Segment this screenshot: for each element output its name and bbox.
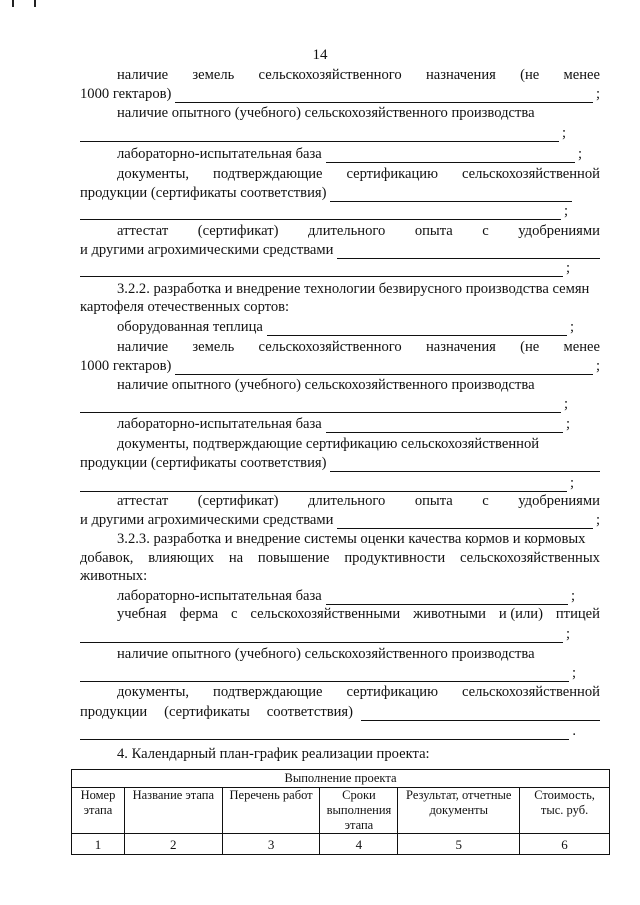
word: удобрениями (518, 223, 600, 239)
schedule-table (71, 769, 610, 855)
word: (сертификат) (197, 493, 279, 509)
input-farm[interactable] (80, 628, 563, 643)
col-number-5: 5 (398, 834, 520, 855)
word: (сертификаты (164, 704, 250, 720)
input-certificates[interactable] (330, 187, 572, 202)
header-results: Результат, отчетные документы (398, 788, 520, 834)
heading-3-2-2-cont: картофеля отечественных сортов: (80, 299, 290, 315)
input-lab-base-2[interactable] (326, 418, 563, 433)
section-4-title: 4. Календарный план-график реализации проекта: (117, 746, 430, 762)
word: учебная (117, 606, 167, 622)
line-lab-base-3: лабораторно-испытательная база ; (117, 588, 575, 604)
word: с (482, 223, 489, 239)
line-land-2: 1000 гектаров) ; (80, 86, 600, 102)
word: наличие (117, 67, 169, 83)
line-attestat-1 (117, 222, 600, 240)
word: на (228, 550, 244, 566)
input-experimental-production-3[interactable] (80, 667, 569, 682)
justified-text (117, 492, 600, 510)
justified-text (117, 605, 600, 623)
word: с (231, 606, 238, 622)
line-attestat-3 (117, 492, 600, 510)
input-lab-base[interactable] (326, 148, 575, 163)
word: и (или) (498, 606, 543, 622)
header-stage-name: Название этапа (124, 788, 222, 834)
line-documents-6 (80, 703, 600, 721)
word: повышение (257, 550, 330, 566)
header-cost: Стоимость, тыс. руб. (520, 788, 610, 834)
top-edge-mark (12, 0, 36, 7)
word: животными (413, 606, 486, 622)
line-experimental-production-fill: ; (80, 124, 566, 142)
input-experimental-production-2[interactable] (80, 398, 561, 413)
table-group-header: Выполнение проекта (72, 770, 610, 788)
word: аттестат (117, 493, 169, 509)
word: менее (563, 339, 600, 355)
word: менее (563, 67, 600, 83)
word: влияющих (148, 550, 215, 566)
word: земель (192, 339, 235, 355)
line-lab-base: лабораторно-испытательная база ; (117, 146, 582, 162)
word: (не (520, 339, 540, 355)
input-attestat-cont[interactable] (80, 262, 563, 277)
line-experimental-production-3: наличие опытного (учебного) сельскохозяйственного производства (117, 646, 535, 662)
word: назначения (425, 67, 496, 83)
line-certificates-2-fill: ; (80, 474, 574, 492)
word: сельскохозяйственной (461, 166, 600, 182)
heading-3-2-2: 3.2.2. разработка и внедрение технологии безвирусного производства семян (117, 281, 590, 297)
input-greenhouse[interactable] (267, 321, 567, 336)
word: сельскохозяйственными (250, 606, 401, 622)
word: опыта (414, 223, 453, 239)
line-greenhouse: оборудованная теплица ; (117, 319, 574, 335)
word: птицей (555, 606, 600, 622)
col-number-3: 3 (222, 834, 320, 855)
line-experimental-production-2-fill: ; (80, 395, 568, 413)
justified-text (117, 683, 600, 701)
word: продуктивности (344, 550, 446, 566)
justified-text (80, 703, 353, 721)
line-documents-3: документы, подтверждающие сертификацию сельскохозяйственной (117, 436, 540, 452)
line-certificates-3-fill: . (80, 722, 576, 740)
word: подтверждающие (213, 166, 323, 182)
input-certificates-3-cont[interactable] (80, 725, 569, 740)
word: опыта (414, 493, 453, 509)
heading-3-2-3-cont (80, 549, 600, 567)
header-work-list: Перечень работ (222, 788, 320, 834)
input-land-area-2[interactable] (175, 360, 593, 375)
line-documents-5 (117, 683, 600, 701)
word: длительного (307, 223, 386, 239)
line-farm (117, 605, 600, 623)
word: сельскохозяйственного (258, 339, 402, 355)
header-stage-number: Номер этапа (72, 788, 125, 834)
table-group-header-row (72, 770, 610, 788)
word: сельскохозяйственных (459, 550, 600, 566)
word: подтверждающие (213, 684, 323, 700)
word: назначения (425, 339, 496, 355)
heading-3-2-3-cont-2: животных: (80, 568, 148, 584)
input-certificates-2[interactable] (330, 457, 600, 472)
line-documents-1 (117, 165, 600, 183)
col-number-6: 6 (520, 834, 610, 855)
justified-text (117, 222, 600, 240)
col-number-2: 2 (124, 834, 222, 855)
input-attestat-2[interactable] (337, 514, 593, 529)
word: удобрениями (518, 493, 600, 509)
col-number-1: 1 (72, 834, 125, 855)
word: аттестат (117, 223, 169, 239)
line-land-3 (117, 338, 600, 356)
line-attestat-4: и другими агрохимическими средствами ; (80, 512, 600, 528)
line-land-4: 1000 гектаров) ; (80, 358, 600, 374)
table-number-row (72, 834, 610, 855)
word: продукции (80, 704, 148, 720)
word: документы, (117, 166, 190, 182)
line-certificates-fill: ; (80, 202, 568, 220)
word: сельскохозяйственного (258, 67, 402, 83)
header-stage-deadline: Сроки выполнения этапа (320, 788, 398, 834)
justified-text (80, 549, 600, 567)
word: сертификацию (346, 166, 438, 182)
heading-3-2-3: 3.2.3. разработка и внедрение системы оценки качества кормов и кормовых (117, 531, 586, 547)
col-number-4: 4 (320, 834, 398, 855)
input-certificates-cont[interactable] (80, 205, 561, 220)
word: с (482, 493, 489, 509)
word: добавок, (80, 550, 134, 566)
input-land-area[interactable] (175, 88, 593, 103)
word: наличие (117, 339, 169, 355)
line-attestat-fill: ; (80, 259, 570, 277)
input-experimental-production[interactable] (80, 127, 559, 142)
input-attestat[interactable] (337, 244, 600, 259)
line-documents-2: продукции (сертификаты соответствия) (80, 184, 572, 202)
word: (не (520, 67, 540, 83)
input-lab-base-3[interactable] (326, 590, 568, 605)
line-experimental-production-3-fill: ; (80, 664, 576, 682)
word: сельскохозяйственной (461, 684, 600, 700)
word: соответствия) (266, 704, 353, 720)
page-number: 14 (312, 47, 328, 63)
justified-text (117, 165, 600, 183)
word: длительного (307, 493, 386, 509)
line-experimental-production: наличие опытного (учебного) сельскохозяйственного производства (117, 105, 535, 121)
input-certificates-3[interactable] (361, 706, 600, 721)
word: (сертификат) (197, 223, 279, 239)
word: земель (192, 67, 235, 83)
line-farm-fill: ; (80, 625, 570, 643)
word: документы, (117, 684, 190, 700)
word: сертификацию (346, 684, 438, 700)
line-land-1 (117, 66, 600, 84)
input-certificates-2-cont[interactable] (80, 477, 567, 492)
justified-text (117, 338, 600, 356)
justified-text (117, 66, 600, 84)
line-documents-4: продукции (сертификаты соответствия) (80, 454, 600, 472)
line-experimental-production-2: наличие опытного (учебного) сельскохозяйственного производства (117, 377, 535, 393)
word: ферма (179, 606, 219, 622)
line-attestat-2: и другими агрохимическими средствами (80, 241, 600, 259)
table-header-row (72, 788, 610, 834)
line-lab-base-2: лабораторно-испытательная база ; (117, 416, 570, 432)
